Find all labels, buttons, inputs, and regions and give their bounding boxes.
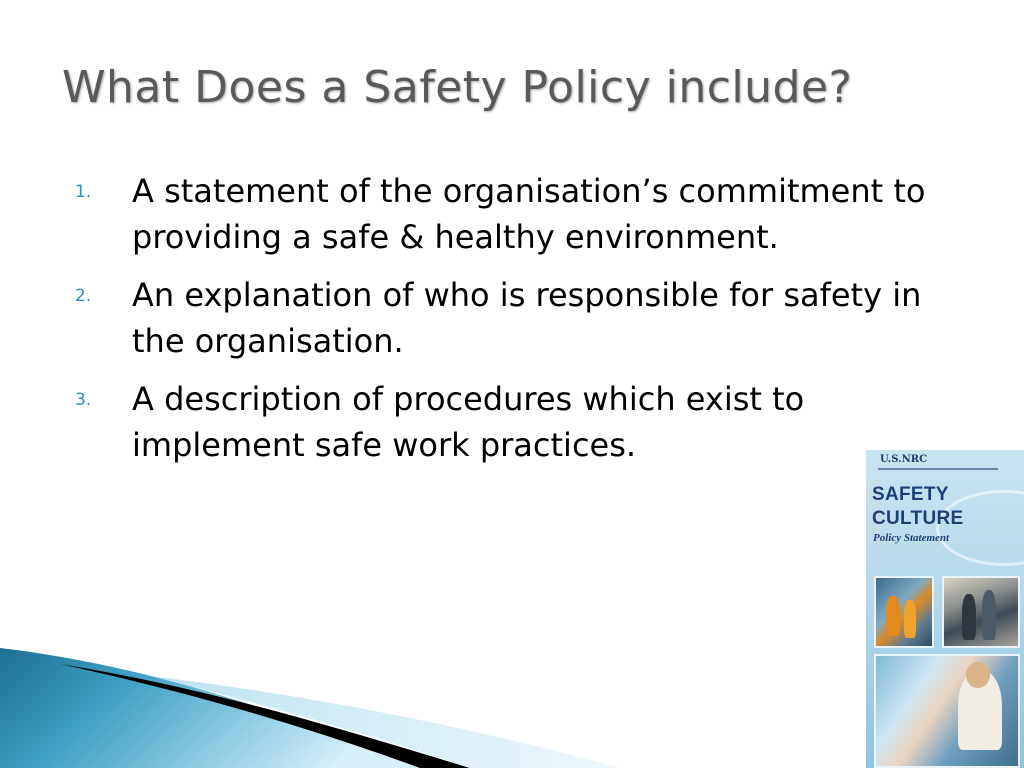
cover-photo-figure — [886, 596, 900, 636]
list-item — [72, 376, 932, 468]
cover-subtitle: Policy Statement — [873, 532, 950, 544]
cover-photo-figure — [982, 590, 996, 640]
list-item-text: A description of procedures which exist to implement safe work practices. — [132, 380, 805, 464]
cover-photo-figure — [962, 594, 976, 640]
list-item-text: An explanation of who is responsible for safety in the organisation. — [132, 276, 922, 360]
list-item-number: 2. — [75, 286, 92, 306]
slide-title: What Does a Safety Policy include? — [62, 62, 853, 113]
cover-photo-control-room — [942, 576, 1020, 648]
cover-photo-figure-head — [966, 662, 990, 688]
cover-logo-rule — [878, 468, 998, 470]
policy-cover-image — [866, 450, 1024, 768]
cover-title-line-2: CULTURE — [872, 508, 964, 529]
cover-logo: U.S.NRC — [880, 454, 928, 465]
list-item — [72, 272, 932, 364]
cover-photo-figure — [904, 600, 916, 638]
list-item-text: A statement of the organisation’s commitment to providing a safe & healthy environment. — [132, 172, 926, 256]
numbered-list — [72, 168, 932, 480]
list-item-number: 1. — [75, 182, 92, 202]
list-item — [72, 168, 932, 260]
cover-title-line-1: SAFETY — [872, 484, 949, 505]
list-item-number: 3. — [75, 390, 92, 410]
